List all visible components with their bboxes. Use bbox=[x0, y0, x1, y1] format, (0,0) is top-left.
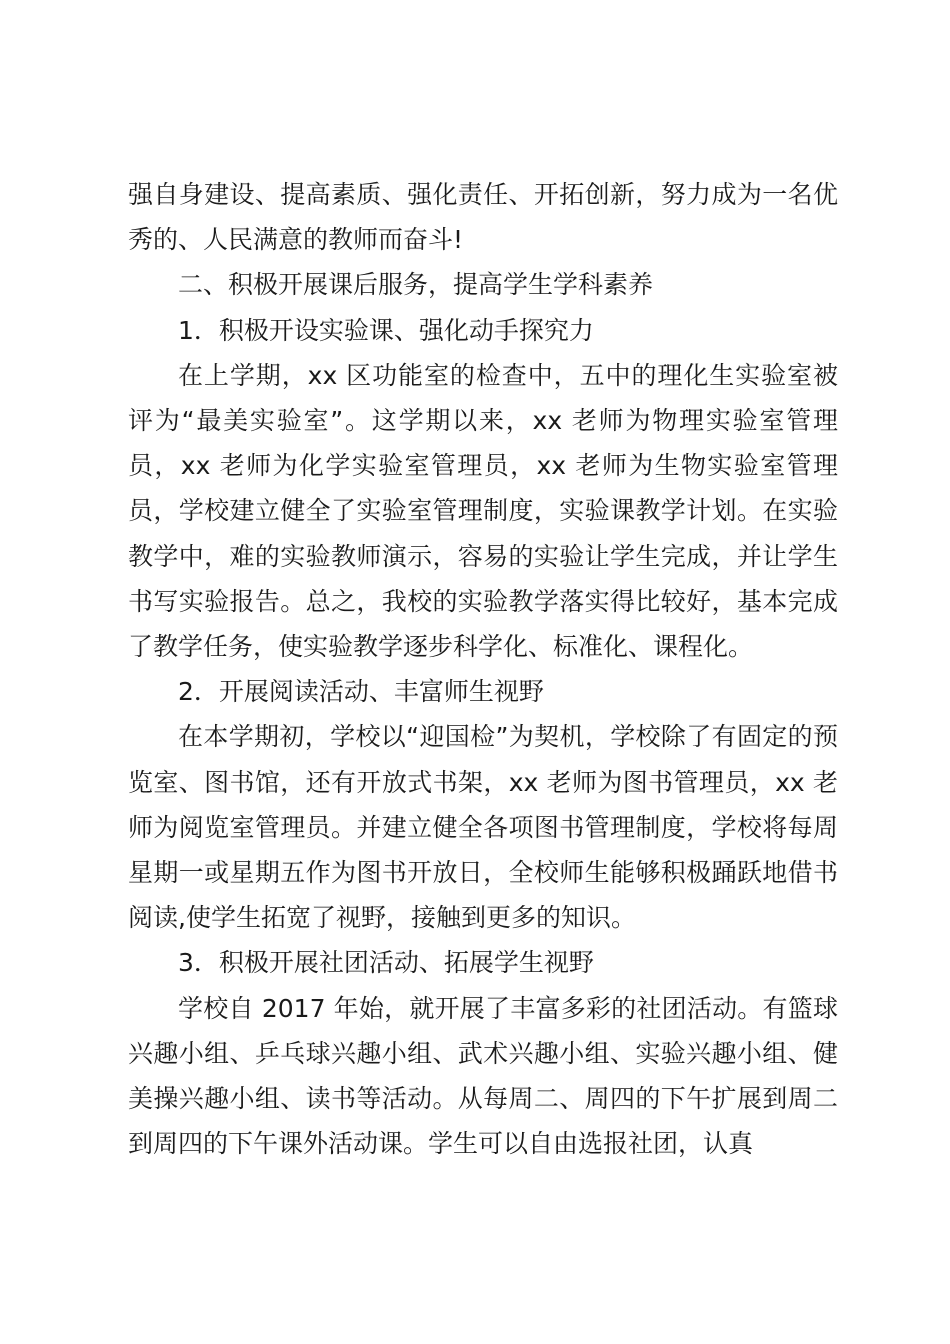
paragraph-reading-activities: 在本学期初，学校以“迎国检”为契机，学校除了有固定的预览室、图书馆，还有开放式书架，xx 老师为图书管理员，xx 老师为阅览室管理员。并建立健全各项图书管理制度，学校将每周星期一或星期五作为图书开放日，全校师生能够积极踊跃地借书阅读,使学生拓宽了视野，接触到更多的知识。 bbox=[128, 722, 838, 933]
subheading-2: 2．开展阅读活动、丰富师生视野 bbox=[178, 677, 544, 707]
document-body bbox=[128, 172, 838, 1166]
paragraph-lab-classes: 在上学期，xx 区功能室的检查中，五中的理化生实验室被评为“最美实验室”。这学期以来，xx 老师为物理实验室管理员，xx 老师为化学实验室管理员，xx 老师为生物实验室管理员，学校建立健全了实验室管理制度，实验课教学计划。在实验教学中，难的实验教师演示，容易的实验让学生完成，并让学生书写实验报告。总之，我校的实验教学落实得比较好，基本完成了教学任务，使实验教学逐步科学化、标准化、课程化。 bbox=[128, 360, 838, 662]
subheading-3: 3．积极开展社团活动、拓展学生视野 bbox=[178, 948, 594, 978]
section-heading: 二、积极开展课后服务，提高学生学科素养 bbox=[178, 270, 654, 300]
subheading-1: 1．积极开设实验课、强化动手探究力 bbox=[178, 315, 594, 345]
paragraph-continuation: 强自身建设、提高素质、强化责任、开拓创新，努力成为一名优秀的、人民满意的教师而奋斗! bbox=[128, 180, 838, 255]
paragraph-club-activities: 学校自 2017 年始，就开展了丰富多彩的社团活动。有篮球兴趣小组、乒乓球兴趣小组、武术兴趣小组、实验兴趣小组、健美操兴趣小组、读书等活动。从每周二、周四的下午扩展到周二到周四的下午课外活动课。学生可以自由选报社团，认真 bbox=[128, 993, 838, 1159]
